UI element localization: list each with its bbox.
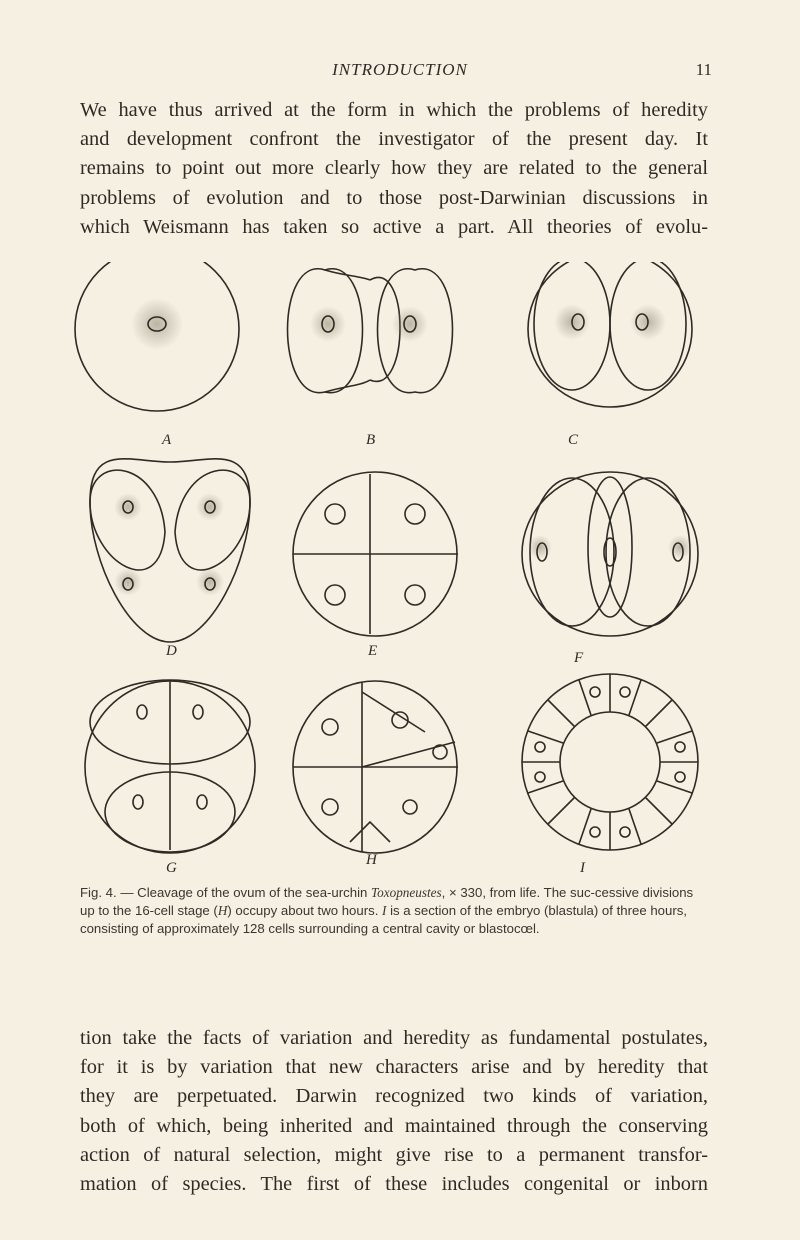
caption-text: ) occupy about two hours. (227, 903, 383, 918)
panel-label-a: A (162, 432, 172, 448)
panel-g-drawing (85, 680, 255, 853)
cleavage-illustration (70, 262, 730, 880)
caption-text: is a section of the embryo (blastula) of three hours, consisting of approximately 128 cells surrounding a central cavity or blastocœl. (80, 903, 687, 936)
panel-label-h: H (366, 852, 377, 868)
figure-caption (80, 884, 710, 938)
panel-i-drawing (522, 674, 698, 850)
panel-label-f: F (574, 650, 584, 666)
text-line: remains to point out more clearly how they are related to the general (80, 157, 708, 180)
caption-text: — Cleavage of the ovum of the sea-urchin (116, 885, 372, 900)
panel-d-drawing (90, 459, 250, 642)
panel-c-drawing (528, 262, 692, 407)
text-line: they are perpetuated. Darwin recognized two kinds of variation, (80, 1085, 708, 1108)
text-line: which Weismann has taken so active a part. All theories of evolu- (80, 215, 708, 238)
panel-a-drawing (75, 262, 239, 411)
panel-label-e: E (368, 643, 378, 659)
text-line: action of natural selection, might give rise to a permanent transfor- (80, 1143, 708, 1166)
paragraph-bottom (80, 1024, 708, 1199)
panel-h-drawing (293, 681, 458, 853)
panel-b-drawing (288, 269, 453, 393)
panel-label-i: I (580, 860, 585, 876)
text-line: mation of species. The first of these includes congenital or inborn (80, 1173, 708, 1196)
caption-h-ref: H (217, 903, 228, 918)
running-head: INTRODUCTION (332, 60, 468, 79)
text-line: We have thus arrived at the form in which the problems of heredity (80, 99, 708, 121)
page-number: 11 (695, 60, 712, 79)
paragraph-top (80, 96, 708, 242)
text-line: for it is by variation that new characters arise and by heredity that (80, 1056, 708, 1079)
page-header (0, 60, 800, 84)
cleavage-figure (70, 262, 730, 880)
caption-i-ref: I (382, 903, 387, 918)
panel-label-d: D (166, 643, 177, 659)
text-line: and development confront the investigator of the present day. It (80, 128, 708, 151)
text-line: both of which, being inherited and maintained through the conserving (80, 1114, 708, 1137)
panel-label-c: C (568, 432, 579, 448)
text-line: tion take the facts of variation and heredity as fundamental postulates, (80, 1027, 708, 1049)
panel-label-b: B (366, 432, 376, 448)
panel-label-g: G (166, 860, 177, 876)
text-line: problems of evolution and to those post-Darwinian discussions in (80, 186, 708, 209)
panel-e-drawing (293, 472, 458, 636)
caption-text: , × 330, from life. The suc-cessive divisions up to the 16-cell stage ( (80, 885, 694, 918)
panel-f-drawing (522, 472, 698, 636)
caption-species: Toxopneustes (371, 885, 442, 900)
caption-fig-label: Fig. 4. (80, 885, 117, 900)
